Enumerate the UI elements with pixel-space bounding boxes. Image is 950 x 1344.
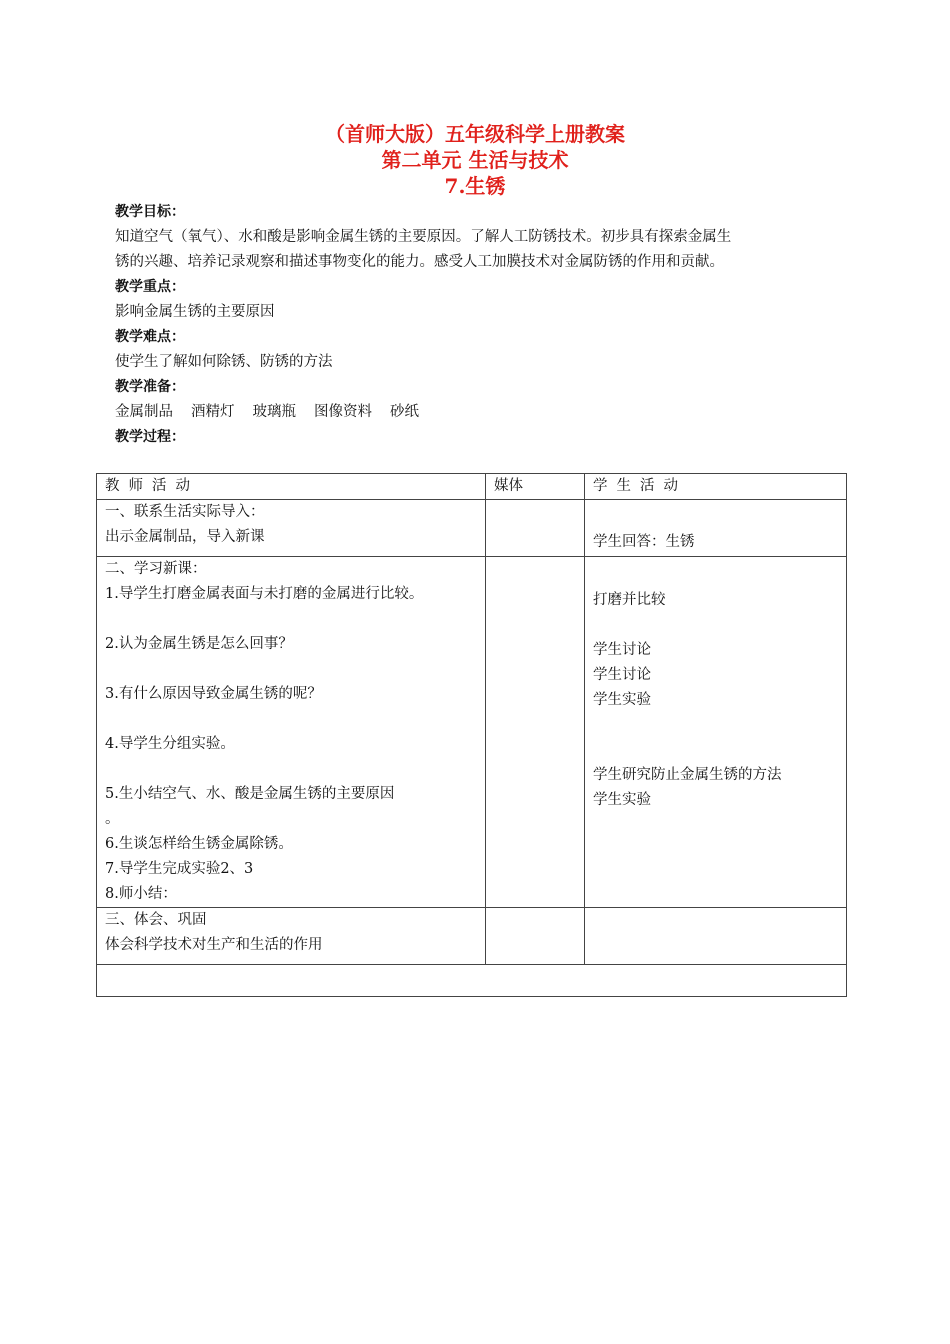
teacher-line: 1.导学生打磨金属表面与未打磨的金属进行比较。 [105, 586, 424, 602]
teaching-process-heading: 教学过程： [115, 429, 185, 445]
teaching-prep-materials [115, 400, 850, 425]
student-cell [585, 557, 847, 908]
student-cell [585, 500, 847, 557]
teacher-line: 4.导学生分组实验。 [105, 736, 235, 752]
student-line: 学生实验 [593, 692, 651, 708]
teaching-prep-heading: 教学准备： [115, 379, 185, 395]
teaching-focus-text: 影响金属生锈的主要原因 [115, 304, 275, 320]
media-cell [486, 500, 585, 557]
unit-title: 第二单元 生活与技术 [381, 148, 569, 172]
teacher-line: 一、联系生活实际导入： [105, 504, 265, 520]
student-line: 学生讨论 [593, 642, 651, 658]
table-row [97, 557, 847, 908]
teaching-difficulty-section [115, 325, 850, 375]
teaching-goal-heading: 教学目标： [115, 204, 185, 220]
document-title-block [0, 121, 950, 199]
teacher-cell [97, 557, 486, 908]
teacher-line: 8.师小结： [105, 886, 177, 902]
teacher-line: 2.认为金属生锈是怎么回事？ [105, 636, 293, 652]
teaching-focus-heading: 教学重点： [115, 279, 185, 295]
lesson-title: 7.生锈 [444, 174, 506, 198]
header-media: 媒体 [486, 474, 585, 500]
teacher-line: 7.导学生完成实验2、3 [105, 861, 254, 877]
teaching-goal-line-1: 知道空气（氧气）、水和酸是影响金属生锈的主要原因。了解人工防锈技术。初步具有探索金属生 [115, 229, 732, 245]
material-item: 玻璃瓶 [252, 404, 296, 420]
empty-cell [97, 965, 847, 997]
teacher-line: 5.生小结空气、水、酸是金属生锈的主要原因 [105, 786, 395, 802]
teacher-line: 二、学习新课： [105, 561, 207, 577]
media-cell [486, 557, 585, 908]
material-item: 砂纸 [390, 404, 419, 420]
table-empty-row [97, 965, 847, 997]
header-teacher-activity: 教师活动 [97, 474, 486, 500]
table-row [97, 500, 847, 557]
student-line: 学生研究防止金属生锈的方法 [593, 767, 782, 783]
teaching-focus-section [115, 275, 850, 325]
document-title: （首师大版）五年级科学上册教案 [325, 122, 625, 146]
teaching-difficulty-text: 使学生了解如何除锈、防锈的方法 [115, 354, 333, 370]
teaching-prep-section [115, 375, 850, 425]
teacher-cell [97, 500, 486, 557]
table-row [97, 908, 847, 965]
teaching-difficulty-heading: 教学难点： [115, 329, 185, 345]
teaching-goal-line-2: 锈的兴趣、培养记录观察和描述事物变化的能力。感受人工加膜技术对金属防锈的作用和贡献。 [115, 254, 724, 270]
teacher-line: 体会科学技术对生产和生活的作用 [105, 937, 323, 953]
teacher-line: 6.生谈怎样给生锈金属除锈。 [105, 836, 293, 852]
student-line: 打磨并比较 [593, 592, 666, 608]
teacher-line: 三、体会、巩固 [105, 912, 207, 928]
teacher-line: 3.有什么原因导致金属生锈的呢？ [105, 686, 322, 702]
table-header-row [97, 474, 847, 500]
teaching-process-section [115, 425, 850, 450]
teacher-line: 出示金属制品，导入新课 [105, 529, 265, 545]
media-cell [486, 908, 585, 965]
teaching-goal-section [115, 200, 850, 275]
header-student-activity: 学生活动 [585, 474, 847, 500]
teacher-line: 。 [105, 811, 120, 827]
student-cell [585, 908, 847, 965]
student-line: 学生实验 [593, 792, 651, 808]
material-item: 金属制品 [115, 404, 173, 420]
student-line: 学生回答：生锈 [593, 534, 695, 550]
material-item: 图像资料 [314, 404, 372, 420]
teacher-cell [97, 908, 486, 965]
lesson-plan-table [96, 473, 847, 997]
student-line: 学生讨论 [593, 667, 651, 683]
material-item: 酒精灯 [191, 404, 235, 420]
